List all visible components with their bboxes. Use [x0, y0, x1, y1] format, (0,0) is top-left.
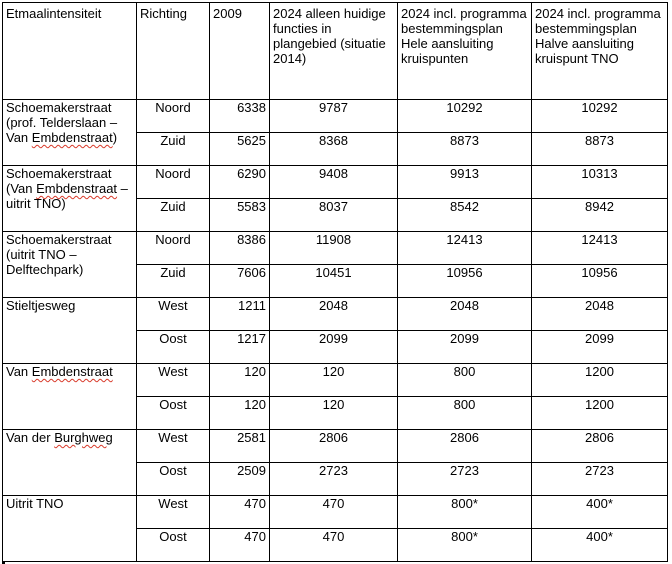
location-cell — [3, 298, 137, 364]
value-2024-half-cell: 2099 — [532, 331, 668, 364]
location-name: Van — [6, 364, 32, 379]
value-2024-half-cell: 400* — [532, 529, 668, 562]
direction-cell: Zuid — [137, 133, 210, 166]
value-2024-full-cell: 2806 — [398, 430, 532, 463]
value-2024-half-cell: 10956 — [532, 265, 668, 298]
direction-cell: Zuid — [137, 265, 210, 298]
direction-cell: Oost — [137, 331, 210, 364]
value-2024-current-cell: 120 — [270, 364, 398, 397]
value-2024-full-cell: 800* — [398, 496, 532, 529]
location-name-spellcheck: Embdenstraat — [36, 181, 118, 196]
value-2024-full-cell: 10956 — [398, 265, 532, 298]
header-2009: 2009 — [210, 3, 270, 100]
table-row — [3, 232, 668, 265]
value-2024-full-cell: 800* — [398, 529, 532, 562]
table-row — [3, 166, 668, 199]
value-2024-current-cell: 2806 — [270, 430, 398, 463]
location-name: Schoemakerstraat (uitrit TNO – Delftechpark) — [6, 232, 112, 277]
table-row — [3, 298, 668, 331]
header-richting: Richting — [137, 3, 210, 100]
value-2009-cell: 470 — [210, 529, 270, 562]
location-name-suffix: ) — [112, 130, 118, 145]
value-2024-half-cell: 400* — [532, 496, 668, 529]
value-2024-full-cell: 800 — [398, 364, 532, 397]
value-2024-half-cell: 1200 — [532, 397, 668, 430]
header-etmaalintensiteit: Etmaalintensiteit — [3, 3, 137, 100]
value-2009-cell: 120 — [210, 364, 270, 397]
value-2009-cell: 2581 — [210, 430, 270, 463]
direction-cell: West — [137, 430, 210, 463]
location-name: Van der — [6, 430, 55, 445]
value-2024-current-cell: 2723 — [270, 463, 398, 496]
location-cell — [3, 430, 137, 496]
value-2024-current-cell: 470 — [270, 529, 398, 562]
location-name-suffix: – uitrit TNO) — [6, 181, 128, 211]
value-2024-full-cell: 10292 — [398, 100, 532, 133]
header-2024-full-connection: 2024 incl. programma bestemmingsplan Hele aansluiting kruispunten — [398, 3, 532, 100]
value-2024-half-cell: 10292 — [532, 100, 668, 133]
value-2009-cell: 7606 — [210, 265, 270, 298]
header-2024-half-connection: 2024 incl. programma bestemmingsplan Halve aansluiting kruispunt TNO — [532, 3, 668, 100]
direction-cell: Zuid — [137, 199, 210, 232]
value-2024-current-cell: 2048 — [270, 298, 398, 331]
value-2024-full-cell: 2048 — [398, 298, 532, 331]
value-2024-current-cell: 2099 — [270, 331, 398, 364]
table-row — [3, 100, 668, 133]
location-name: Stieltjesweg — [6, 298, 76, 313]
value-2024-current-cell: 11908 — [270, 232, 398, 265]
value-2024-full-cell: 800 — [398, 397, 532, 430]
value-2009-cell: 1217 — [210, 331, 270, 364]
value-2024-half-cell: 2048 — [532, 298, 668, 331]
header-2024-current: 2024 alleen huidige functies in plangebied (situatie 2014) — [270, 3, 398, 100]
location-name-spellcheck: Burghweg — [54, 430, 113, 445]
direction-cell: West — [137, 364, 210, 397]
direction-cell: Oost — [137, 397, 210, 430]
location-name: Uitrit TNO — [6, 496, 64, 511]
location-cell — [3, 100, 137, 166]
table-row — [3, 430, 668, 463]
value-2024-half-cell: 2806 — [532, 430, 668, 463]
direction-cell: Noord — [137, 232, 210, 265]
value-2024-current-cell: 9408 — [270, 166, 398, 199]
value-2024-full-cell: 9913 — [398, 166, 532, 199]
value-2024-current-cell: 8037 — [270, 199, 398, 232]
value-2009-cell: 8386 — [210, 232, 270, 265]
value-2024-half-cell: 8873 — [532, 133, 668, 166]
value-2024-half-cell: 12413 — [532, 232, 668, 265]
table-row — [3, 364, 668, 397]
direction-cell: West — [137, 298, 210, 331]
value-2024-half-cell: 2723 — [532, 463, 668, 496]
location-name-spellcheck: Embdenstraat — [31, 130, 113, 145]
value-2024-half-cell: 1200 — [532, 364, 668, 397]
value-2009-cell: 470 — [210, 496, 270, 529]
direction-cell: Noord — [137, 166, 210, 199]
value-2009-cell: 1211 — [210, 298, 270, 331]
location-cell — [3, 232, 137, 298]
location-cell — [3, 496, 137, 562]
direction-cell: West — [137, 496, 210, 529]
direction-cell: Noord — [137, 100, 210, 133]
direction-cell: Oost — [137, 463, 210, 496]
traffic-intensity-table — [2, 2, 668, 562]
value-2024-full-cell: 8542 — [398, 199, 532, 232]
value-2024-full-cell: 8873 — [398, 133, 532, 166]
value-2009-cell: 5583 — [210, 199, 270, 232]
value-2024-current-cell: 470 — [270, 496, 398, 529]
value-2024-half-cell: 8942 — [532, 199, 668, 232]
value-2009-cell: 2509 — [210, 463, 270, 496]
value-2024-current-cell: 8368 — [270, 133, 398, 166]
location-name: Schoemakerstraat (prof. Telderslaan – Van — [6, 100, 118, 145]
value-2024-half-cell: 10313 — [532, 166, 668, 199]
location-cell — [3, 166, 137, 232]
value-2024-current-cell: 120 — [270, 397, 398, 430]
direction-cell: Oost — [137, 529, 210, 562]
value-2009-cell: 120 — [210, 397, 270, 430]
value-2009-cell: 6290 — [210, 166, 270, 199]
location-name-spellcheck: Embdenstraat — [31, 364, 113, 379]
header-row — [3, 3, 668, 100]
value-2024-current-cell: 10451 — [270, 265, 398, 298]
value-2024-full-cell: 2099 — [398, 331, 532, 364]
value-2024-full-cell: 2723 — [398, 463, 532, 496]
value-2009-cell: 5625 — [210, 133, 270, 166]
value-2024-full-cell: 12413 — [398, 232, 532, 265]
value-2009-cell: 6338 — [210, 100, 270, 133]
location-cell — [3, 364, 137, 430]
value-2024-current-cell: 9787 — [270, 100, 398, 133]
location-name: Schoemakerstraat (Van — [6, 166, 112, 196]
table-row — [3, 496, 668, 529]
